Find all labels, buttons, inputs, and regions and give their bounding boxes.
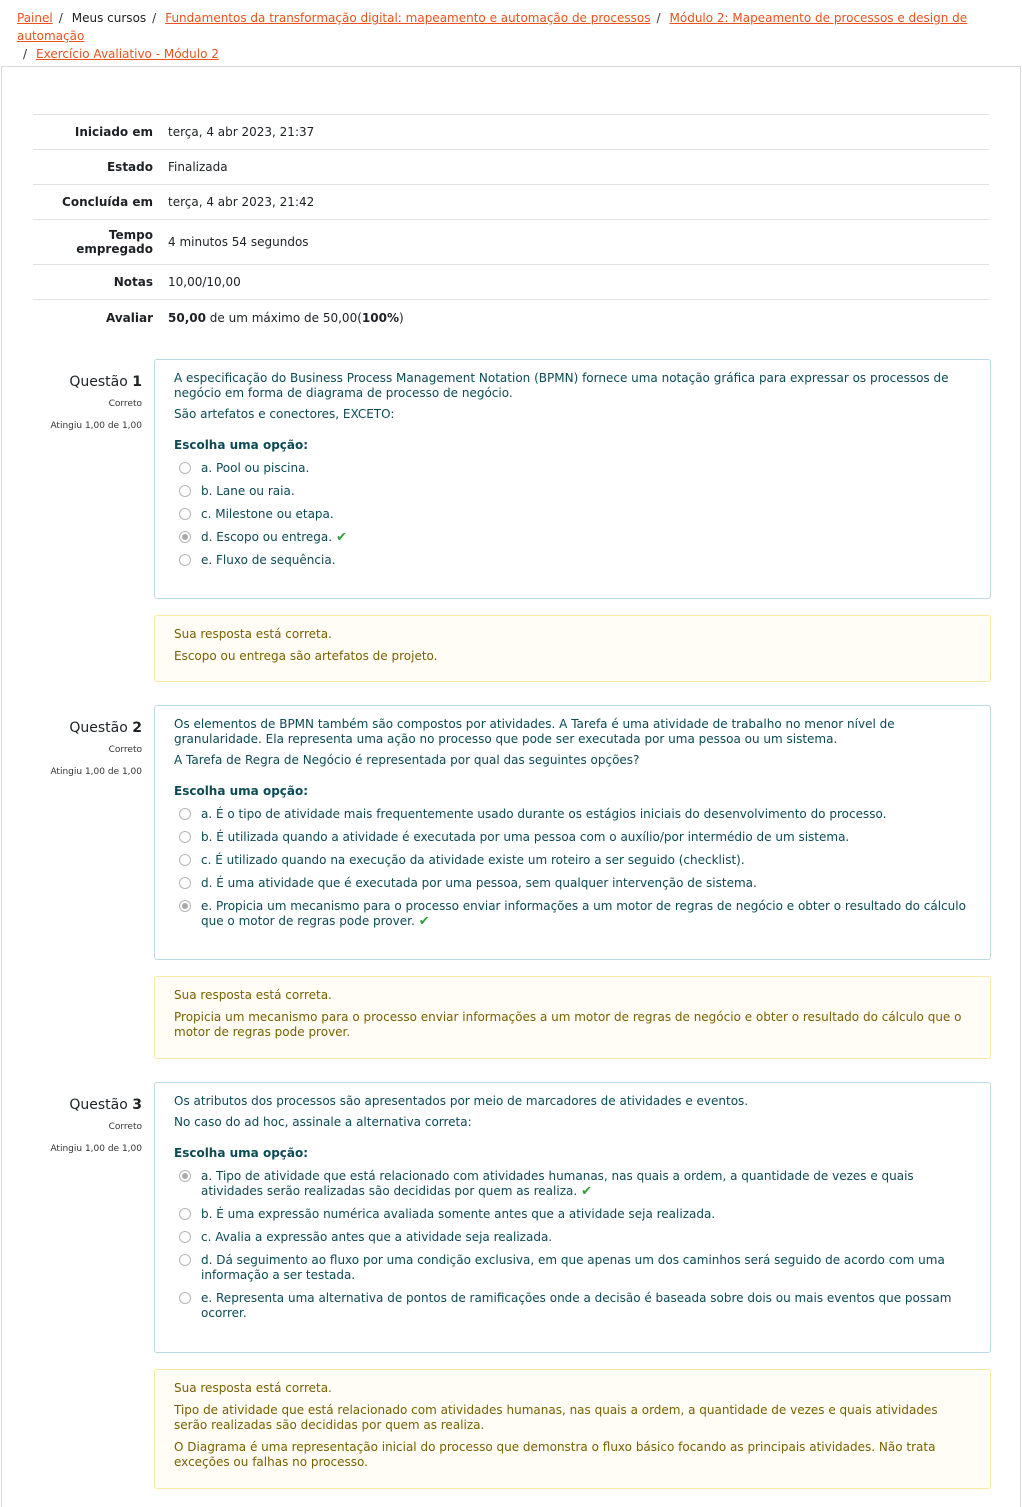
question-grade: Atingiu 1,00 de 1,00 — [50, 1144, 142, 1154]
radio-button[interactable] — [179, 808, 191, 820]
breadcrumb-exercicio-link[interactable]: Exercício Avaliativo - Módulo 2 — [36, 47, 219, 61]
question-text — [174, 371, 971, 422]
answer-option[interactable] — [174, 507, 971, 522]
question-text — [174, 717, 971, 768]
answer-option[interactable] — [174, 830, 971, 845]
question-feedback — [154, 976, 991, 1059]
breadcrumb-meus-cursos: Meus cursos — [71, 11, 147, 25]
question-number — [30, 373, 142, 391]
check-icon: ✔ — [418, 914, 430, 929]
answer-prompt: Escolha uma opção: — [174, 1146, 309, 1160]
feedback-text: Tipo de atividade que está relacionado com atividades humanas, nas quais a ordem, a quantidade de vezes e quais atividades serão realizadas são decididas por quem as realiza. — [174, 1403, 938, 1432]
radio-button[interactable] — [179, 508, 191, 520]
question-info — [30, 719, 142, 778]
answer-option[interactable] — [174, 853, 971, 868]
radio-button[interactable] — [179, 877, 191, 889]
summary-row-tempo — [33, 220, 989, 265]
radio-button[interactable] — [179, 1254, 191, 1266]
radio-button[interactable] — [179, 554, 191, 566]
score-end: ) — [398, 310, 404, 325]
radio-button[interactable] — [179, 831, 191, 843]
question-info — [30, 1096, 142, 1155]
question-text-paragraph: São artefatos e conectores, EXCETO: — [174, 407, 395, 421]
question-formulation — [154, 359, 991, 599]
breadcrumb-separator: / — [656, 11, 661, 25]
answer-option-label: c. Milestone ou etapa. — [201, 507, 334, 521]
summary-label: Concluída em — [62, 195, 153, 209]
question-number — [30, 719, 142, 737]
question-formulation — [154, 705, 991, 960]
radio-button[interactable] — [179, 462, 191, 474]
answer-option-label: b. É utilizada quando a atividade é executada por uma pessoa com o auxílio/por intermédio de um sistema. — [201, 830, 850, 844]
question-label: Questão — [69, 720, 128, 736]
feedback-status: Sua resposta está correta. — [174, 988, 332, 1002]
answer-prompt: Escolha uma opção: — [174, 438, 309, 452]
answer-option-label: e. Fluxo de sequência. — [201, 553, 336, 567]
breadcrumb-separator: / — [152, 11, 157, 25]
answer-option[interactable] — [174, 876, 971, 891]
answer-option-selected[interactable] — [174, 530, 971, 545]
question-feedback — [154, 615, 991, 682]
question-label: Questão — [69, 1097, 128, 1113]
breadcrumb-painel-link[interactable]: Painel — [17, 11, 53, 25]
question-info — [30, 373, 142, 432]
score-percent: 100% — [361, 310, 399, 325]
summary-label: Iniciado em — [74, 125, 153, 139]
radio-button[interactable] — [179, 854, 191, 866]
summary-value: 4 minutos 54 segundos — [168, 235, 309, 249]
answer-option-label: e. Propicia um mecanismo para o processo enviar informações a um motor de regras de negócio e obter o resultado do cálculo que o motor de regras pode prover. — [201, 899, 966, 928]
feedback-text: Propicia um mecanismo para o processo enviar informações a um motor de regras de negócio e obter o resultado do cálculo que o motor de regras pode prover. — [174, 1010, 962, 1039]
summary-value: Finalizada — [168, 160, 228, 174]
answer-option[interactable] — [174, 807, 971, 822]
breadcrumb-separator: / — [23, 47, 28, 61]
feedback-text: O Diagrama é uma representação inicial do processo que demonstra o fluxo básico focando as principais atividades. Não trata exceções ou falhas no processo. — [174, 1440, 936, 1469]
answer-option-label: b. Lane ou raia. — [201, 484, 295, 498]
feedback-status: Sua resposta está correta. — [174, 627, 332, 641]
radio-button-checked[interactable] — [179, 1170, 191, 1182]
question-feedback — [154, 1369, 991, 1489]
answer-prompt: Escolha uma opção: — [174, 784, 309, 798]
breadcrumb-separator: / — [58, 11, 63, 25]
answer-option-label: c. É utilizado quando na execução da atividade existe um roteiro a ser seguido (checklist). — [201, 853, 745, 867]
question-state: Correto — [108, 1122, 142, 1132]
question-text-paragraph: A Tarefa de Regra de Negócio é representada por qual das seguintes opções? — [174, 753, 640, 767]
summary-value: terça, 4 abr 2023, 21:37 — [168, 125, 315, 139]
summary-row-iniciado — [33, 115, 989, 150]
breadcrumb — [17, 9, 1007, 63]
feedback-status: Sua resposta está correta. — [174, 1381, 332, 1395]
radio-button[interactable] — [179, 1231, 191, 1243]
answer-option-label: a. Pool ou piscina. — [201, 461, 310, 475]
summary-label — [33, 228, 153, 256]
summary-label-line: Tempo — [108, 228, 153, 242]
question-state: Correto — [108, 399, 142, 409]
answer-option-label: a. É o tipo de atividade mais frequentemente usado durante os estágios iniciais do desenvolvimento do processo. — [201, 807, 887, 821]
summary-label-line: empregado — [76, 242, 153, 256]
answer-option[interactable] — [174, 1230, 971, 1245]
answer-option-selected[interactable] — [174, 899, 971, 929]
summary-label: Estado — [106, 160, 153, 174]
radio-button-checked[interactable] — [179, 900, 191, 912]
answer-option-label: a. Tipo de atividade que está relacionado com atividades humanas, nas quais a ordem, a quantidade de vezes e quais atividades serão realizadas são decididas por quem as realiza. — [201, 1169, 914, 1198]
answer-option-label: e. Representa uma alternativa de pontos de ramificações onde a decisão é baseada sobre dois ou mais eventos que possam ocorrer. — [201, 1291, 952, 1320]
question-number-value: 2 — [132, 720, 142, 736]
question-number-value: 3 — [132, 1097, 142, 1113]
answer-option[interactable] — [174, 553, 971, 568]
question-text-paragraph: Os elementos de BPMN também são compostos por atividades. A Tarefa é uma atividade de trabalho no menor nível de granularidade. Ela representa uma ação no processo que pode ser executada por uma pessoa ou um sistema. — [174, 717, 895, 746]
answer-option-label: b. É uma expressão numérica avaliada somente antes que a atividade seja realizada. — [201, 1207, 716, 1221]
check-icon: ✔ — [581, 1184, 593, 1199]
answer-option-label: c. Avalia a expressão antes que a atividade seja realizada. — [201, 1230, 553, 1244]
summary-row-concluida — [33, 185, 989, 220]
check-icon: ✔ — [336, 530, 347, 545]
answer-option[interactable] — [174, 1291, 971, 1321]
answer-option[interactable] — [174, 1253, 971, 1283]
question-grade: Atingiu 1,00 de 1,00 — [50, 421, 142, 431]
radio-button[interactable] — [179, 1292, 191, 1304]
question-number — [30, 1096, 142, 1114]
answer-option[interactable] — [174, 461, 971, 476]
score-max-text: de um máximo de 50,00( — [205, 310, 362, 325]
feedback-text: Escopo ou entrega são artefatos de projeto. — [174, 649, 438, 663]
score-value: 50,00 — [168, 310, 206, 325]
answer-option[interactable] — [174, 1207, 971, 1222]
breadcrumb-modulo-link[interactable]: Módulo 2: Mapeamento de processos e design de automação — [17, 11, 968, 43]
question-text-paragraph: Os atributos dos processos são apresentados por meio de marcadores de atividades e eventos. — [174, 1094, 749, 1108]
attempt-summary-table — [33, 114, 989, 335]
breadcrumb-curso-link[interactable]: Fundamentos da transformação digital: mapeamento e automação de processos — [165, 11, 651, 25]
summary-label: Notas — [113, 275, 153, 289]
summary-row-estado — [33, 150, 989, 185]
answer-option-label: d. É uma atividade que é executada por uma pessoa, sem qualquer intervenção de sistema. — [201, 876, 757, 890]
question-text-paragraph: A especificação do Business Process Management Notation (BPMN) fornece uma notação gráfica para expressar os processos de negócio em forma de diagrama de processo de negócio. — [174, 371, 949, 400]
summary-label: Avaliar — [105, 310, 153, 325]
answer-option-selected[interactable] — [174, 1169, 971, 1199]
summary-value: 10,00/10,00 — [168, 275, 241, 289]
summary-row-avaliar — [33, 300, 989, 335]
question-text — [174, 1094, 971, 1130]
question-state: Correto — [108, 745, 142, 755]
radio-button[interactable] — [179, 485, 191, 497]
answer-option[interactable] — [174, 484, 971, 499]
radio-button-checked[interactable] — [179, 531, 191, 543]
answer-option-label: d. Dá seguimento ao fluxo por uma condição exclusiva, em que apenas um dos caminhos será seguido de acordo com uma informação a ser testada. — [201, 1253, 945, 1282]
question-label: Questão — [69, 374, 128, 390]
question-grade: Atingiu 1,00 de 1,00 — [50, 767, 142, 777]
question-number-value: 1 — [132, 374, 142, 390]
radio-button[interactable] — [179, 1208, 191, 1220]
question-formulation — [154, 1082, 991, 1353]
summary-row-notas — [33, 265, 989, 300]
answer-option-label: d. Escopo ou entrega. — [201, 530, 333, 544]
question-text-paragraph: No caso do ad hoc, assinale a alternativa correta: — [174, 1115, 472, 1129]
summary-value — [153, 311, 404, 325]
summary-value: terça, 4 abr 2023, 21:42 — [168, 195, 315, 209]
